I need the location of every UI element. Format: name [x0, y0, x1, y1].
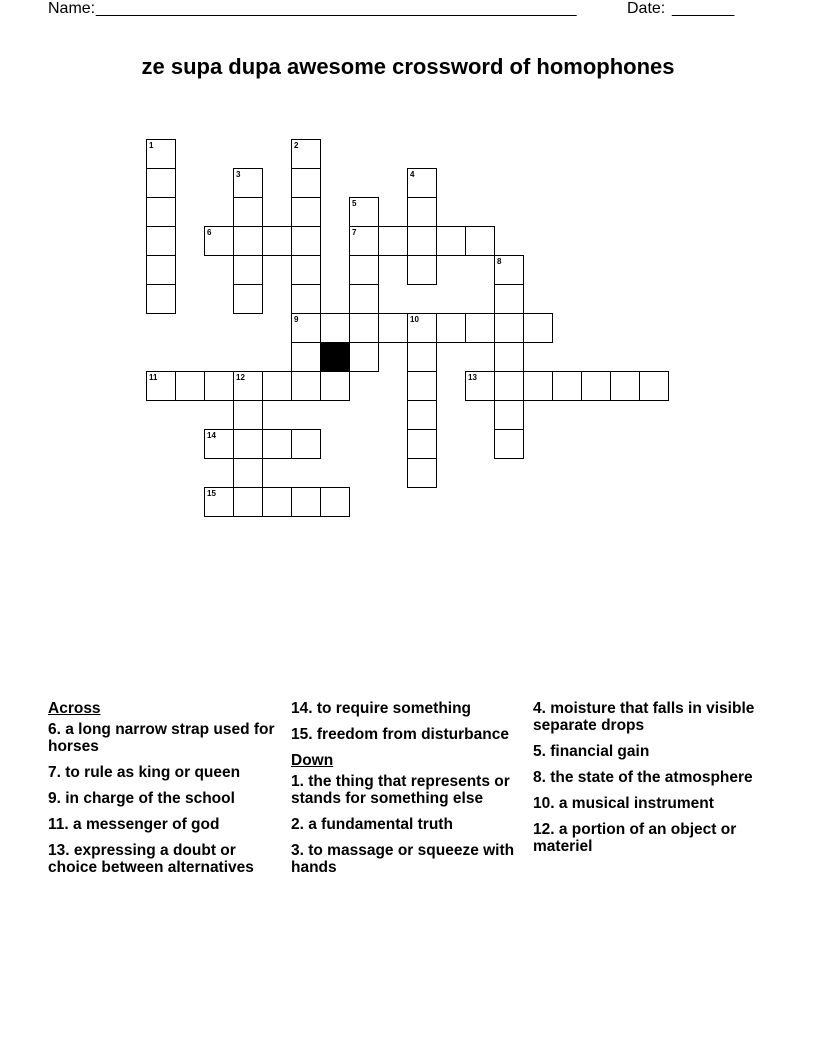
- crossword-cell[interactable]: [465, 371, 495, 401]
- clue-number: 14: [207, 431, 216, 440]
- crossword-cell[interactable]: [320, 313, 350, 343]
- crossword-cell[interactable]: [233, 458, 263, 488]
- date-field-line[interactable]: _______: [672, 0, 735, 17]
- crossword-cell[interactable]: [291, 313, 321, 343]
- crossword-cell[interactable]: [291, 429, 321, 459]
- crossword-cell[interactable]: [465, 226, 495, 256]
- crossword-cell[interactable]: [494, 313, 524, 343]
- crossword-cell[interactable]: [523, 313, 553, 343]
- clue-number: 6: [207, 228, 212, 237]
- crossword-cell[interactable]: [436, 226, 466, 256]
- crossword-cell[interactable]: [146, 226, 176, 256]
- clue-across-7: 7. to rule as king or queen: [48, 764, 241, 781]
- crossword-cell[interactable]: [320, 371, 350, 401]
- crossword-cell[interactable]: [291, 197, 321, 227]
- crossword-cell[interactable]: [436, 313, 466, 343]
- crossword-cell[interactable]: [146, 371, 176, 401]
- clue-number: 8: [497, 257, 502, 266]
- across-heading: Across: [48, 700, 101, 717]
- crossword-cell[interactable]: [407, 226, 437, 256]
- clue-number: 10: [410, 315, 419, 324]
- crossword-cell[interactable]: [407, 371, 437, 401]
- crossword-cell[interactable]: [407, 429, 437, 459]
- crossword-cell[interactable]: [465, 313, 495, 343]
- crossword-cell[interactable]: [378, 313, 408, 343]
- crossword-cell[interactable]: [494, 342, 524, 372]
- crossword-cell[interactable]: [291, 139, 321, 169]
- black-square: [320, 342, 350, 372]
- crossword-cell[interactable]: [146, 255, 176, 285]
- crossword-cell[interactable]: [494, 255, 524, 285]
- crossword-cell[interactable]: [291, 226, 321, 256]
- clue-down-1: 1. the thing that represents or stands for something else: [291, 773, 510, 807]
- name-field-line[interactable]: ______________________________________________________: [96, 0, 577, 17]
- crossword-cell[interactable]: [378, 226, 408, 256]
- crossword-cell[interactable]: [581, 371, 611, 401]
- page-title: ze supa dupa awesome crossword of homophones: [141, 54, 675, 79]
- clue-across-13: 13. expressing a doubt or choice between alternatives: [48, 842, 254, 876]
- crossword-cell[interactable]: [407, 197, 437, 227]
- clue-number: 3: [236, 170, 241, 179]
- crossword-cell[interactable]: [523, 371, 553, 401]
- crossword-cell[interactable]: [407, 342, 437, 372]
- crossword-cell[interactable]: [233, 255, 263, 285]
- crossword-cell[interactable]: [494, 429, 524, 459]
- crossword-cell[interactable]: [146, 139, 176, 169]
- crossword-cell[interactable]: [610, 371, 640, 401]
- crossword-cell[interactable]: [494, 400, 524, 430]
- clue-number: 1: [149, 141, 154, 150]
- crossword-cell[interactable]: [146, 168, 176, 198]
- crossword-cell[interactable]: [204, 487, 234, 517]
- clues-column-1: [48, 700, 283, 885]
- name-label: Name:: [48, 0, 96, 17]
- crossword-cell[interactable]: [175, 371, 205, 401]
- crossword-cell[interactable]: [291, 168, 321, 198]
- crossword-cell[interactable]: [494, 371, 524, 401]
- clue-number: 15: [207, 489, 216, 498]
- crossword-cell[interactable]: [262, 429, 292, 459]
- crossword-cell[interactable]: [233, 168, 263, 198]
- clue-number: 5: [352, 199, 357, 208]
- clue-number: 13: [468, 373, 477, 382]
- crossword-cell[interactable]: [407, 168, 437, 198]
- crossword-cell[interactable]: [639, 371, 669, 401]
- clue-across-11: 11. a messenger of god: [48, 816, 220, 833]
- crossword-cell[interactable]: [233, 197, 263, 227]
- clue-down-10: 10. a musical instrument: [533, 795, 714, 812]
- crossword-cell[interactable]: [552, 371, 582, 401]
- clue-number: 12: [236, 373, 245, 382]
- crossword-cell[interactable]: [146, 197, 176, 227]
- clue-number: 11: [149, 373, 158, 382]
- crossword-cell[interactable]: [349, 313, 379, 343]
- crossword-cell[interactable]: [494, 284, 524, 314]
- clue-number: 4: [410, 170, 415, 179]
- crossword-cell[interactable]: [291, 487, 321, 517]
- crossword-cell[interactable]: [262, 371, 292, 401]
- clue-down-8: 8. the state of the atmosphere: [533, 769, 753, 786]
- crossword-cell[interactable]: [233, 429, 263, 459]
- crossword-cell[interactable]: [407, 400, 437, 430]
- crossword-cell[interactable]: [291, 255, 321, 285]
- crossword-cell[interactable]: [349, 342, 379, 372]
- crossword-cell[interactable]: [233, 400, 263, 430]
- clue-down-3: 3. to massage or squeeze with hands: [291, 842, 515, 876]
- crossword-cell[interactable]: [204, 226, 234, 256]
- clue-number: 9: [294, 315, 299, 324]
- crossword-cell[interactable]: [349, 255, 379, 285]
- crossword-cell[interactable]: [233, 284, 263, 314]
- crossword-cell[interactable]: [204, 371, 234, 401]
- clue-number: 7: [352, 228, 357, 237]
- clues-column-2: [291, 700, 529, 885]
- clue-across-9: 9. in charge of the school: [48, 790, 235, 807]
- crossword-cell[interactable]: [233, 226, 263, 256]
- clue-across-14: 14. to require something: [291, 700, 472, 717]
- crossword-cell[interactable]: [349, 284, 379, 314]
- clue-down-4: 4. moisture that falls in visible separate drops: [533, 700, 755, 734]
- crossword-cell[interactable]: [349, 226, 379, 256]
- crossword-cell[interactable]: [291, 342, 321, 372]
- clues-column-3: [533, 700, 763, 864]
- crossword-cell[interactable]: [262, 487, 292, 517]
- down-heading: Down: [291, 752, 334, 769]
- date-label: Date:: [627, 0, 666, 17]
- clue-across-6: 6. a long narrow strap used for horses: [48, 721, 275, 755]
- crossword-cell[interactable]: [407, 255, 437, 285]
- crossword-cell[interactable]: [233, 371, 263, 401]
- crossword-cell[interactable]: [291, 371, 321, 401]
- crossword-cell[interactable]: [349, 197, 379, 227]
- crossword-cell[interactable]: [233, 487, 263, 517]
- clue-number: 2: [294, 141, 299, 150]
- crossword-cell[interactable]: [320, 487, 350, 517]
- clue-across-15: 15. freedom from disturbance: [291, 726, 509, 743]
- clue-down-5: 5. financial gain: [533, 743, 650, 760]
- clue-down-12: 12. a portion of an object or materiel: [533, 821, 737, 855]
- crossword-cell[interactable]: [291, 284, 321, 314]
- crossword-cell[interactable]: [146, 284, 176, 314]
- crossword-cell[interactable]: [204, 429, 234, 459]
- clue-down-2: 2. a fundamental truth: [291, 816, 453, 833]
- crossword-cell[interactable]: [407, 458, 437, 488]
- crossword-cell[interactable]: [262, 226, 292, 256]
- crossword-cell[interactable]: [407, 313, 437, 343]
